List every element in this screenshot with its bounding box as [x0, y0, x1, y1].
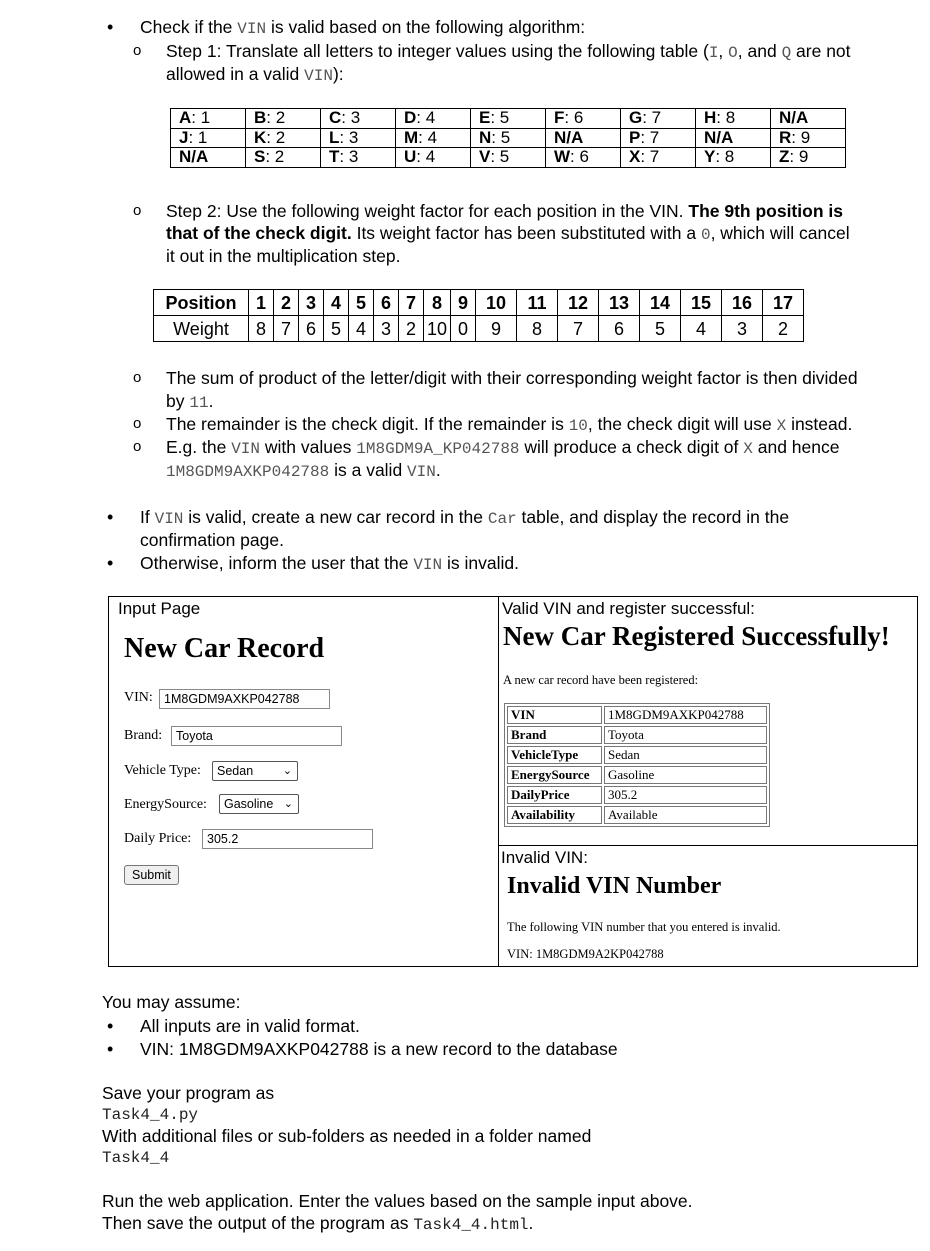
vin-label: VIN:	[124, 690, 153, 705]
text: Step 2: Use the following weight factor for each position in the VIN.	[166, 201, 689, 221]
field-value: Toyota	[604, 726, 767, 744]
letter-value-table	[170, 108, 846, 168]
weight-cell: 2	[763, 316, 804, 342]
table-cell: A: 1	[171, 109, 246, 129]
code-vin: VIN	[237, 20, 267, 38]
table-cell: N/A	[171, 148, 246, 168]
save-folder: Task4_4	[102, 1149, 170, 1167]
weight-cell: 7	[558, 316, 599, 342]
text: table, and display the record in the	[516, 507, 790, 527]
step4-line	[166, 413, 852, 437]
text: , which will cancel	[710, 223, 850, 243]
table-cell: M: 4	[396, 128, 471, 148]
weight-cell: 3	[374, 316, 399, 342]
table-cell: K: 2	[246, 128, 321, 148]
table-cell: T: 3	[321, 148, 396, 168]
position-cell: 9	[451, 290, 476, 316]
weight-cell: 3	[722, 316, 763, 342]
position-cell: 2	[274, 290, 299, 316]
table-row	[507, 806, 767, 824]
vin-input[interactable]: 1M8GDM9AXKP042788	[159, 689, 330, 709]
run-line2	[102, 1212, 533, 1236]
invalid-page-desc: The following VIN number that you entered is invalid.	[507, 920, 781, 934]
step5-line2	[166, 459, 441, 483]
weight-cell: 10	[424, 316, 451, 342]
assume-item: All inputs are in valid format.	[140, 1016, 360, 1036]
bullet-dot: •	[107, 553, 114, 573]
position-row	[154, 290, 804, 316]
text: If	[140, 507, 155, 527]
energy-source-select[interactable]	[219, 794, 299, 814]
code-vin: VIN	[154, 510, 184, 528]
field-name: VehicleType	[507, 746, 602, 764]
table-cell: N/A	[771, 109, 846, 129]
step2-line2	[166, 222, 850, 246]
weight-cell: 4	[349, 316, 374, 342]
position-cell: 16	[722, 290, 763, 316]
text: and hence	[752, 437, 840, 457]
weight-row	[154, 316, 804, 342]
sub-bullet-circle: o	[133, 438, 142, 455]
code-vin: VIN	[231, 440, 260, 458]
step5-line1	[166, 436, 839, 460]
code-x: X	[743, 440, 753, 458]
daily-price-input[interactable]: 305.2	[202, 829, 373, 849]
text: Its weight factor has been substituted with a	[351, 223, 701, 243]
code-vin-example: 1M8GDM9A_KP042788	[356, 440, 520, 458]
input-page-title: New Car Record	[124, 633, 325, 664]
text: .	[528, 1213, 534, 1233]
submit-button[interactable]: Submit	[124, 865, 179, 885]
save-file: Task4_4.py	[102, 1106, 199, 1124]
weight-cell: 9	[476, 316, 517, 342]
field-value: Gasoline	[604, 766, 767, 784]
table-cell: Y: 8	[696, 148, 771, 168]
table-row	[507, 726, 767, 744]
field-name: Availability	[507, 806, 602, 824]
table-cell: N/A	[546, 128, 621, 148]
table-cell: J: 1	[171, 128, 246, 148]
position-cell: 6	[374, 290, 399, 316]
save-line2: With additional files or sub-folders as needed in a folder named	[102, 1126, 592, 1146]
table-row	[507, 766, 767, 784]
table-cell: N: 5	[471, 128, 546, 148]
position-cell: 15	[681, 290, 722, 316]
energy-source-label: EnergySource:	[124, 797, 207, 812]
position-cell: 4	[324, 290, 349, 316]
position-cell: 7	[399, 290, 424, 316]
position-cell: 10	[476, 290, 517, 316]
table-row	[171, 109, 846, 129]
field-name: Brand	[507, 726, 602, 744]
code-eleven: 11	[189, 394, 209, 412]
table-cell: E: 5	[471, 109, 546, 129]
step3-line1	[166, 367, 858, 389]
table-cell: G: 7	[621, 109, 696, 129]
vehicle-type-label: Vehicle Type:	[124, 763, 201, 778]
position-cell: 1	[249, 290, 274, 316]
run-line1: Run the web application. Enter the values based on the sample input above.	[102, 1191, 693, 1211]
field-value: Sedan	[604, 746, 767, 764]
daily-price-label: Daily Price:	[124, 831, 192, 846]
sub-bullet-circle: o	[133, 415, 142, 432]
valid-page-title: New Car Registered Successfully!	[503, 621, 890, 651]
field-name: EnergySource	[507, 766, 602, 784]
step2-line3	[166, 245, 400, 267]
position-cell: 8	[424, 290, 451, 316]
text: is a valid	[329, 460, 408, 480]
input-page-caption: Input Page	[118, 599, 201, 618]
table-row	[171, 128, 846, 148]
invalid-page-title: Invalid VIN Number	[507, 873, 722, 899]
weight-cell: 0	[451, 316, 476, 342]
table-cell: X: 7	[621, 148, 696, 168]
code-i: I	[708, 44, 719, 62]
text: Then save the output of the program as	[102, 1213, 414, 1233]
table-cell: B: 2	[246, 109, 321, 129]
table-cell: D: 4	[396, 109, 471, 129]
table-row	[171, 148, 846, 168]
text: it out in the multiplication step.	[166, 246, 401, 266]
code-zero: 0	[700, 226, 711, 244]
bold-text: that of the check digit.	[166, 223, 352, 243]
table-cell: U: 4	[396, 148, 471, 168]
table-row	[507, 746, 767, 764]
table-row	[507, 706, 767, 724]
text: ,	[718, 41, 729, 61]
code-car: Car	[487, 510, 517, 528]
sub-bullet-circle: o	[133, 42, 142, 59]
position-cell: 17	[763, 290, 804, 316]
text: by	[166, 391, 190, 411]
position-cell: 11	[517, 290, 558, 316]
divider	[498, 597, 499, 967]
bullet-dot: •	[107, 507, 114, 527]
text: is valid based on the following algorithm:	[266, 17, 586, 37]
text: The sum of product of the letter/digit with their corresponding weight factor is then divided	[166, 368, 858, 388]
text: ):	[332, 64, 344, 84]
code-q: Q	[781, 44, 792, 62]
weight-cell: 8	[249, 316, 274, 342]
field-name: VIN	[507, 706, 602, 724]
table-cell: F: 6	[546, 109, 621, 129]
weight-label: Weight	[154, 316, 249, 342]
code-ten: 10	[568, 417, 588, 435]
step1-line1	[166, 40, 919, 64]
weight-cell: 4	[681, 316, 722, 342]
table-cell: H: 8	[696, 109, 771, 129]
table-cell: R: 9	[771, 128, 846, 148]
text: instead.	[786, 414, 853, 434]
assume-item: VIN: 1M8GDM9AXKP042788 is a new record to the database	[140, 1039, 618, 1059]
text: is valid, create a new car record in the	[183, 507, 488, 527]
step3-line2	[166, 390, 213, 414]
section-divider	[498, 845, 918, 846]
selected-value: Gasoline	[224, 797, 274, 811]
brand-label: Brand:	[124, 728, 163, 743]
sample-screenshots	[108, 596, 918, 967]
code-vin: VIN	[304, 67, 333, 85]
table-cell: V: 5	[471, 148, 546, 168]
check-vin-line	[140, 16, 585, 40]
weight-cell: 5	[640, 316, 681, 342]
bullet-dot: •	[107, 1039, 114, 1059]
position-cell: 3	[299, 290, 324, 316]
table-cell: L: 3	[321, 128, 396, 148]
position-label: Position	[154, 290, 249, 316]
valid-line2	[140, 529, 284, 551]
text: , and	[737, 41, 782, 61]
text: E.g. the	[166, 437, 232, 457]
field-value: 1M8GDM9AXKP042788	[604, 706, 767, 724]
weight-cell: 5	[324, 316, 349, 342]
assume-heading: You may assume:	[102, 992, 241, 1012]
code-file: Task4_4.html	[413, 1216, 529, 1234]
sub-bullet-circle: o	[133, 369, 142, 386]
chevron-down-icon: ⌄	[283, 798, 293, 810]
text: Check if the	[140, 17, 238, 37]
vehicle-type-select[interactable]	[212, 761, 298, 781]
text: confirmation page.	[140, 530, 284, 550]
chevron-down-icon: ⌄	[282, 765, 292, 777]
text: The remainder is the check digit. If the remainder is	[166, 414, 569, 434]
code-x: X	[776, 417, 787, 435]
weight-cell: 8	[517, 316, 558, 342]
text: are not	[791, 41, 851, 61]
table-cell: N/A	[696, 128, 771, 148]
valid-page-desc: A new car record have been registered:	[503, 673, 699, 687]
code-o: O	[728, 44, 738, 62]
text: allowed in a valid	[166, 64, 305, 84]
step2-line1	[166, 200, 843, 222]
invalid-line	[140, 552, 519, 576]
valid-line1	[140, 506, 789, 530]
table-cell: S: 2	[246, 148, 321, 168]
table-cell: Z: 9	[771, 148, 846, 168]
bullet-dot: •	[107, 17, 114, 37]
position-cell: 13	[599, 290, 640, 316]
text: Step 1: Translate all letters to integer values using the following table (	[166, 41, 709, 61]
invalid-vin-line: VIN: 1M8GDM9A2KP042788	[507, 947, 664, 961]
weight-cell: 2	[399, 316, 424, 342]
text: will produce a check digit of	[519, 437, 744, 457]
text: with values	[260, 437, 357, 457]
text: .	[208, 391, 214, 411]
weight-cell: 7	[274, 316, 299, 342]
bold-text: The 9th position is	[688, 201, 843, 221]
save-line1: Save your program as	[102, 1083, 275, 1103]
bullet-dot: •	[107, 1016, 114, 1036]
position-cell: 12	[558, 290, 599, 316]
weight-factor-table	[153, 289, 804, 342]
table-cell: W: 6	[546, 148, 621, 168]
selected-value: Sedan	[217, 764, 254, 778]
code-vin-valid: 1M8GDM9AXKP042788	[166, 463, 330, 481]
invalid-page-caption: Invalid VIN:	[501, 848, 588, 867]
field-value: Available	[604, 806, 767, 824]
text: , the check digit will use	[587, 414, 777, 434]
step1-line2	[166, 63, 344, 87]
table-row	[507, 786, 767, 804]
record-table	[504, 703, 770, 827]
valid-page-caption: Valid VIN and register successful:	[502, 599, 755, 618]
weight-cell: 6	[599, 316, 640, 342]
sub-bullet-circle: o	[133, 202, 142, 219]
position-cell: 14	[640, 290, 681, 316]
text: is invalid.	[442, 553, 519, 573]
table-cell: C: 3	[321, 109, 396, 129]
code-vin: VIN	[407, 463, 436, 481]
table-cell: P: 7	[621, 128, 696, 148]
code-vin: VIN	[413, 556, 443, 574]
text: Otherwise, inform the user that the	[140, 553, 414, 573]
position-cell: 5	[349, 290, 374, 316]
field-value: 305.2	[604, 786, 767, 804]
brand-input[interactable]: Toyota	[171, 726, 342, 746]
text: .	[435, 460, 441, 480]
weight-cell: 6	[299, 316, 324, 342]
field-name: DailyPrice	[507, 786, 602, 804]
